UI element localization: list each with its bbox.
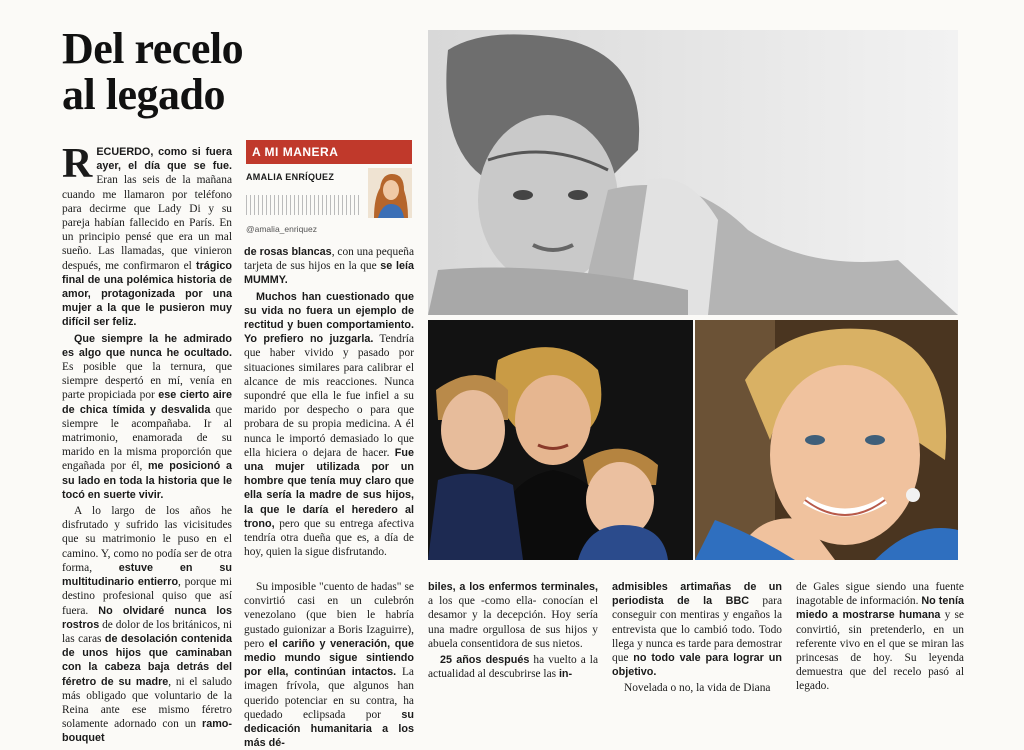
headline-line-2: al legado xyxy=(62,70,225,119)
headline xyxy=(62,26,262,118)
photo-diana-smiling xyxy=(695,320,958,560)
paragraph-7: biles, a los enfermos terminales, a los que -como ella- conocían el desamor y la decepción. Hoy sería una madre orgullosa de sus hijos y abuela consentidora de sus nietos. xyxy=(428,581,598,650)
photo-portrait-bw xyxy=(428,30,958,315)
paragraph-2: Que siempre la he admirado es algo que nunca he ocultado. Es posible que la ternura, que siempre despertó en mí, venía en parte propiciada por ese cierto aire de chica tímida y desvalida que siempre le acompañaba. Ir al matrimonio, enamorada de su marido en la misma proporción que engañada por él, me posicionó a su lado en toda la historia que le tocó en suerte vivir. xyxy=(62,332,232,501)
article-column-1 xyxy=(62,141,232,745)
paragraph-11: de Gales sigue siendo una fuente inagotable de información. No tenía miedo a mostrarse humana y se convirtió, sin pretenderlo, en un referente vivo en el que se miran las princesas de hoy. Su leyenda demuestra que del recelo pasó al legado. xyxy=(796,581,964,693)
article-column-4 xyxy=(612,580,782,710)
barcode-decoration xyxy=(246,195,362,215)
drop-cap: R xyxy=(62,141,93,187)
headline-line-1: Del recelo xyxy=(62,24,244,73)
article-column-2-bottom xyxy=(244,580,414,750)
author-name: AMALIA ENRÍQUEZ xyxy=(246,172,335,182)
article-column-5 xyxy=(796,580,964,710)
author-handle: @amalia_enriquez xyxy=(246,224,318,234)
section-kicker: A MI MANERA xyxy=(246,140,412,164)
paragraph-6: Su imposible "cuento de hadas" se convirtió casi en un culebrón venezolano (que bien le habría gustado guionizar a Boris Izaguirre), pero el cariño y veneración, que medio mundo sigue sintiendo por ella, continúan intactos. La imagen frívola, que algunos han querido potenciar en su contra, ha quedado eclipsada por su dedicación humanitaria a los más dé- xyxy=(244,581,414,750)
columnist-box xyxy=(246,140,412,236)
paragraph-10: Novelada o no, la vida de Diana xyxy=(624,682,771,695)
article-column-2 xyxy=(244,245,414,575)
photo-diana-with-sons xyxy=(428,320,693,560)
paragraph-9: admisibles artimañas de un periodista de la BBC para conseguir con mentiras y engaños la entrevista que lo cambió todo. Todo llega y nunca es tarde para demostrar que no todo vale para lograr un objetivo. xyxy=(612,581,782,679)
paragraph-5: Muchos han cuestionado que su vida no fuera un ejemplo de rectitud y buen comportamiento. Yo prefiero no juzgarla. Tendría que haber vivido y pasado por situaciones similares para calibrar el alcance de mis reacciones. Nunca supondré que ella le fue infiel a su marido por despecho o para que probara de su propia medicina. A él nunca le importó demasiado lo que ella hiciera o dejara de hacer. Fue una mujer utilizada por un hombre que tenía muy claro que ella sería la madre de sus hijos, la que le daría el heredero al trono, pero que su entrega afectiva tendría otra dueña que es, a día de hoy, quien la sigue disfrutando. xyxy=(244,290,414,559)
author-avatar xyxy=(368,168,412,218)
paragraph-8: 25 años después ha vuelto a la actualidad al descubrirse las in- xyxy=(428,654,599,681)
paragraph-3: A lo largo de los años he disfrutado y sufrido las vicisitudes que su matrimonio le puso en el camino. Y, como no podía ser de otra forma, estuve en su multitudinario entierro, porque mi destino profesional quiso que así fuera. No olvidaré nunca los rostros de dolor de los británicos, ni las caras de desolación contenida de unos hijos que caminaban con la cabeza baja detrás del féretro de su madre, ni el saludo más obligado que voluntario de la Reina ante ese mismo féretro solamente adornado con un ramo-bouquet xyxy=(62,505,232,745)
paragraph-1: RECUERDO, como si fuera ayer, el día que se fue. Eran las seis de la mañana cuando me llamaron por teléfono para decirme que Lady Di y su pareja habían fallecido en París. En un principio pensé que era un mal sueño. Las llamadas, que vinieron después, me confirmaron el trágico final de una polémica historia de amor, protagonizada por una mujer a la que le pusieron muy difícil ser feliz. xyxy=(62,141,232,329)
article-column-3 xyxy=(428,580,598,710)
paragraph-4: de rosas blancas, con una pequeña tarjeta de sus hijos en la que se leía MUMMY. xyxy=(244,246,415,287)
